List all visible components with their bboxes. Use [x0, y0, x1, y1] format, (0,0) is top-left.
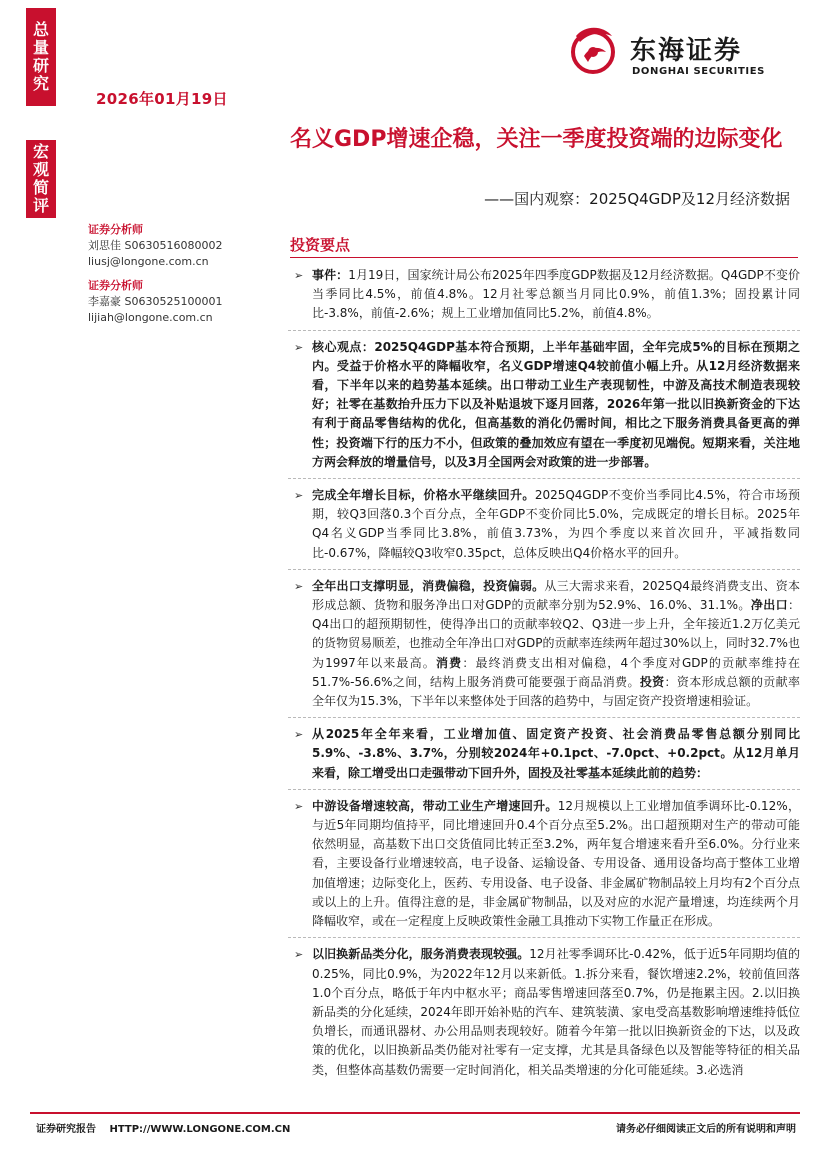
footer-disclaimer: 请务必仔细阅读正文后的所有说明和声明 — [616, 1124, 796, 1135]
list-item — [288, 797, 800, 931]
list-item — [288, 266, 800, 324]
report-category-label: 总量研究 — [32, 20, 49, 93]
dashed-divider — [288, 569, 800, 571]
item-lead: 完成全年增长目标，价格水平继续回升。 — [312, 488, 535, 503]
item-text: ：最终消费支出相对偏稳，4个季度对GDP的贡献率维持在51.7%-56.6%之间，结构上服务消费可能要强于商品消费。 — [312, 655, 800, 689]
list-item — [288, 486, 800, 563]
report-title: 名义GDP增速企稳，关注一季度投资端的边际变化 — [290, 127, 783, 152]
analyst-block — [88, 222, 222, 270]
donghai-logo-icon — [566, 22, 620, 78]
item-text: 1月19日，国家统计局公布2025年四季度GDP数据及12月经济数据。Q4GDP不变价当季同比4.5%，前值4.8%。12月社零总额当月同比0.9%，前值1.3%；固投累计同比-3.8%，前值-2.6%；规上工业增加值同比5.2%，前值4.8%。 — [312, 268, 800, 321]
analyst-email: liusj@longone.com.cn — [88, 255, 209, 268]
footer-divider — [30, 1112, 800, 1114]
item-lead: 事件： — [312, 268, 349, 282]
dashed-divider — [288, 937, 800, 939]
report-type-label: 证券研究报告 — [36, 1124, 96, 1135]
item-lead: 中游设备增速较高，带动工业生产增速回升。 — [312, 798, 558, 813]
item-text: ：Q4出口的超预期韧性，使得净出口的贡献率较Q2、Q3进一步上升，全年接近1.2万亿美元的货物贸易顺差，也推动全年净出口对GDP的贡献率连续两年超过30%以上，同时32.7%也为1997年以来最高。 — [312, 598, 800, 670]
company-name-en: DONGHAI SECURITIES — [632, 66, 765, 77]
item-text: 12月规模以上工业增加值季调环比-0.12%，与近5年同期均值持平，同比增速回升0.4个百分点至5.2%。出口超预期对生产的带动可能依然明显，高基数下出口交货值同比转正至3.2%，两年复合增速来看升至6.0%。分行业来看，主要设备行业增速较高，电子设备、运输设备、专用设备、通用设备均高于整体工业增加值增速；边际变化上，医药、专用设备、电子设备、非金属矿物制品较上月均有2个百分点或以上的上升。值得注意的是，非金属矿物制品，以及对应的水泥产量增速，均连续两个月降幅收窄，或在一定程度上反映政策性金融工具推动下实物工作量正在形成。 — [312, 798, 800, 929]
report-subcategory-label: 宏观简评 — [32, 142, 49, 215]
section-divider — [290, 257, 798, 258]
analyst-block — [88, 278, 222, 326]
bullet-arrow-icon: ➢ — [294, 579, 304, 593]
report-date: 2026年01月19日 — [96, 90, 228, 108]
item-text: 12月社零季调环比-0.42%，低于近5年同期均值的0.25%，同比0.9%，为2022年12月以来新低。1.拆分来看，餐饮增速2.2%，较前值回落1.0个百分点，略低于年内中枢水平；商品零售增速回落至0.7%，仍是拖累主因。2.以旧换新品类的分化延续，2024年即开始补贴的汽车、建筑装潢、家电受高基数影响增速维持低位负增长，而通讯器材、办公用品则表现较好。随着今年第一批以旧换新资金的下达，以及政策的优化，以旧换新品类仍能对社零有一定支撑，尤其是具备绿色以及智能等特征的相关品类，但整体高基数仍需要一定时间消化，相关品类增速的分化可能延续。3.必选消 — [312, 947, 800, 1077]
bullet-arrow-icon: ➢ — [294, 799, 304, 813]
bullet-arrow-icon: ➢ — [294, 489, 304, 503]
item-text: ：资本形成总额的贡献率全年仅为15.3%，下半年以来整体处于回落的趋势中，与固定资产投资增速相验证。 — [312, 674, 800, 709]
dashed-divider — [288, 330, 800, 332]
list-item — [288, 725, 800, 783]
company-url-link[interactable]: HTTP://WWW.LONGONE.COM.CN — [109, 1124, 291, 1135]
analyst-name: 李嘉豪 S0630525100001 — [88, 295, 223, 308]
item-lead: 全年出口支撑明显，消费偏稳，投资偏弱。 — [312, 578, 545, 593]
analyst-role: 证券分析师 — [88, 279, 143, 292]
report-subtitle: ——国内观察：2025Q4GDP及12月经济数据 — [484, 190, 790, 208]
item-lead: 从2025年全年来看，工业增加值、固定资产投资、社会消费品零售总额分别同比5.9%、-3.8%、3.7%，分别较2024年+0.1pct、-7.0pct、+0.2pct。从12月单月来看，除工增受出口走强带动下回升外，固投及社零基本延续此前的趋势： — [312, 727, 800, 780]
report-category-tag — [26, 8, 56, 106]
list-item — [288, 338, 800, 472]
section-title: 投资要点 — [290, 236, 351, 254]
analyst-name: 刘思佳 S0630516080002 — [88, 239, 223, 252]
item-lead: 投资 — [639, 674, 665, 689]
analyst-email: lijiah@longone.com.cn — [88, 311, 213, 324]
bullet-arrow-icon: ➢ — [294, 948, 304, 962]
item-text: 2025Q4GDP不变价当季同比4.5%，符合市场预期，较Q3回落0.3个百分点，全年GDP不变价同比5.0%，完成既定的增长目标。2025年Q4名义GDP当季同比3.8%，前值3.73%，为四个季度以来首次回升，平减指数同比-0.67%，降幅较Q3收窄0.35pct，总体反映出Q4价格水平的回升。 — [312, 488, 800, 560]
company-logo — [566, 20, 796, 80]
report-subcategory-tag — [26, 140, 56, 218]
bullet-arrow-icon: ➢ — [294, 269, 304, 282]
item-lead: 消费 — [435, 655, 463, 670]
list-item — [288, 577, 800, 711]
dashed-divider — [288, 789, 800, 791]
dashed-divider — [288, 717, 800, 719]
company-name-cn: 东海证券 — [630, 36, 743, 66]
item-lead: 净出口 — [750, 598, 788, 613]
dashed-divider — [288, 478, 800, 480]
bullet-arrow-icon: ➢ — [294, 728, 304, 742]
bullet-arrow-icon: ➢ — [294, 340, 304, 354]
list-item — [288, 945, 800, 1079]
analyst-role: 证券分析师 — [88, 223, 143, 236]
footer-left — [36, 1120, 300, 1135]
key-points — [288, 266, 800, 1080]
item-text: 从三大需求来看，2025Q4最终消费支出、资本形成总额、货物和服务净出口对GDP的贡献率分别为52.9%、16.0%、31.1%。 — [312, 578, 800, 613]
item-lead: 核心观点：2025Q4GDP基本符合预期，上半年基础牢固，全年完成5%的目标在预期之内。受益于价格水平的降幅收窄，名义GDP增速Q4较前值小幅上升。从12月经济数据来看，下半年以来的趋势基本延续。出口带动工业生产表现韧性，中游及高技术制造表现较好；社零在基数抬升压力下以及补贴退坡下逐月回落，2026年第一批以旧换新资金的下达有利于商品零售结构的优化，但高基数的消化仍需时间，相比之下服务消费具备更高的弹性；投资端下行的压力不小，但政策的叠加效应有望在一季度初见端倪。短期来看，关注地方两会释放的增量信号，以及3月全国两会对政策的进一步部署。 — [312, 339, 800, 469]
item-lead: 以旧换新品类分化，服务消费表现较强。 — [312, 947, 530, 962]
